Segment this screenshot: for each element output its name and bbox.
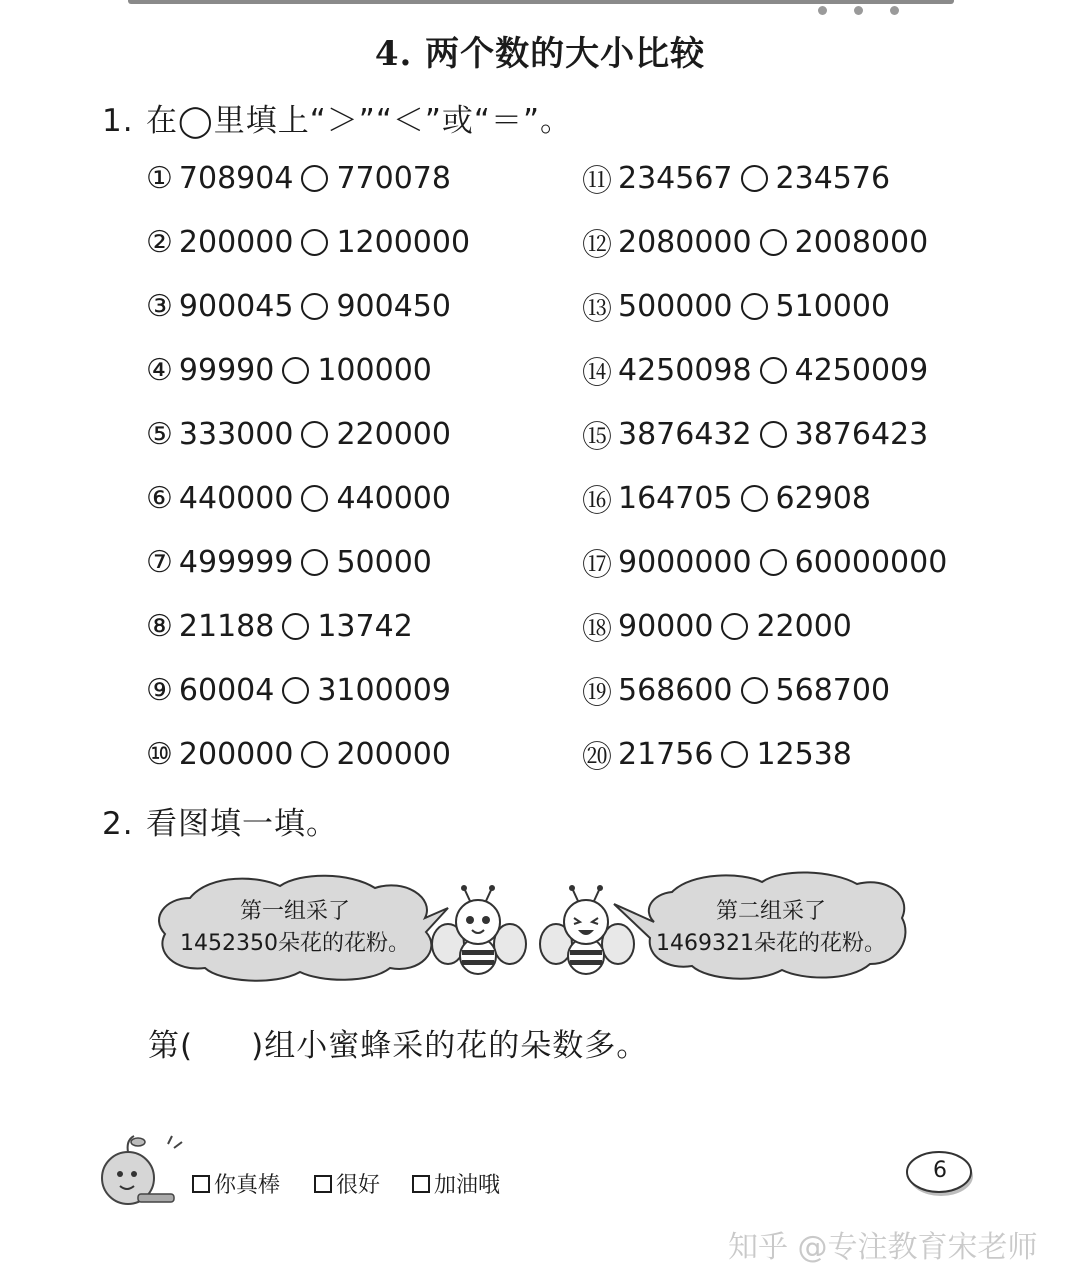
answer-circle[interactable] [721, 741, 748, 768]
rating-great[interactable] [192, 1168, 280, 1199]
rating-good[interactable] [314, 1168, 380, 1199]
number-a: 708904 [178, 160, 294, 196]
number-a: 9000000 [618, 544, 752, 580]
item-number: ④ [146, 352, 173, 388]
question-2-text: 看图填一填。 [146, 806, 338, 842]
answer-circle[interactable] [282, 357, 309, 384]
number-a: 21188 [178, 608, 275, 644]
answer-circle[interactable] [301, 741, 328, 768]
number-b: 13742 [317, 608, 413, 644]
item-number: ⑤ [146, 416, 173, 452]
answer-circle[interactable] [741, 485, 768, 512]
comparison-item [582, 286, 890, 326]
item-number: ⑩ [146, 736, 173, 772]
right-bubble-line-2: 1469321朵花的花粉。 [656, 931, 886, 956]
answer-circle[interactable] [282, 677, 309, 704]
number-b: 2008000 [794, 224, 929, 260]
right-bubble-text [636, 896, 906, 960]
item-number: ③ [146, 288, 173, 324]
item-number: ① [146, 160, 173, 196]
number-b: 510000 [775, 288, 891, 324]
comparison-item [146, 158, 451, 198]
number-b: 62908 [775, 480, 871, 516]
number-a: 200000 [178, 224, 294, 260]
number-b: 60000000 [794, 544, 948, 580]
right-bubble-line-1: 第二组采了 [715, 899, 826, 924]
answer-circle[interactable] [301, 421, 328, 448]
answer-circle[interactable] [301, 549, 328, 576]
bee-left-icon [428, 884, 528, 984]
number-b: 100000 [317, 352, 432, 388]
answer-line [148, 1020, 648, 1065]
answer-circle[interactable] [741, 677, 768, 704]
number-b: 3876423 [794, 416, 929, 452]
comparison-item [582, 606, 852, 646]
answer-circle[interactable] [282, 613, 309, 640]
checkbox-keep-going[interactable] [412, 1175, 430, 1193]
item-number: ⑲ [582, 676, 612, 711]
number-b: 50000 [336, 544, 432, 580]
left-bubble-line-2: 1452350朵花的花粉。 [180, 931, 410, 956]
comparison-item [146, 222, 470, 262]
number-b: 770078 [336, 160, 451, 196]
answer-circle[interactable] [301, 229, 328, 256]
checkbox-good[interactable] [314, 1175, 332, 1193]
question-1-number: 1. [102, 103, 134, 139]
number-a: 234567 [618, 160, 733, 196]
answer-circle[interactable] [760, 357, 787, 384]
comparison-item [582, 478, 871, 518]
comparison-item [582, 158, 890, 198]
number-b: 22000 [756, 608, 852, 644]
item-number: ⑳ [582, 740, 612, 775]
answer-circle[interactable] [760, 549, 787, 576]
answer-suffix: )组小蜜蜂采的花的朵数多。 [251, 1028, 649, 1064]
answer-circle[interactable] [301, 293, 328, 320]
number-b: 4250009 [794, 352, 929, 388]
comparison-item [146, 606, 413, 646]
number-b: 12538 [756, 736, 852, 772]
number-b: 234576 [775, 160, 891, 196]
answer-circle[interactable] [721, 613, 748, 640]
top-decoration [818, 6, 908, 20]
item-number: ⑱ [582, 612, 612, 647]
comparison-item [582, 734, 852, 774]
number-a: 499999 [178, 544, 294, 580]
answer-prefix: 第( [148, 1028, 194, 1064]
item-number: ⑰ [582, 548, 612, 583]
number-b: 3100009 [317, 672, 451, 708]
comparison-item [146, 350, 432, 390]
rating-good-label: 很好 [336, 1173, 381, 1198]
item-number: ⑫ [582, 228, 612, 263]
item-number: ⑬ [582, 292, 612, 327]
number-a: 4250098 [618, 352, 752, 388]
comparison-item [582, 542, 947, 582]
comparison-item [146, 414, 451, 454]
checkbox-great[interactable] [192, 1175, 210, 1193]
page-number: 6 [933, 1158, 947, 1183]
comparison-item [146, 286, 451, 326]
item-number: ⑨ [146, 672, 173, 708]
comparison-item [582, 222, 928, 262]
comparison-item [146, 670, 451, 710]
answer-circle[interactable] [741, 165, 768, 192]
rating-keep-going-label: 加油哦 [434, 1173, 501, 1198]
comparison-item [582, 414, 928, 454]
top-border [128, 0, 954, 4]
page-title: 4. 两个数的大小比较 [374, 34, 706, 74]
number-a: 164705 [618, 480, 733, 516]
question-1 [102, 95, 572, 140]
number-a: 568600 [618, 672, 733, 708]
answer-circle[interactable] [760, 229, 787, 256]
question-1-text: 在◯里填上“＞”“＜”或“＝”。 [146, 103, 573, 139]
item-number: ⑮ [582, 420, 612, 455]
answer-circle[interactable] [301, 485, 328, 512]
item-number: ⑥ [146, 480, 173, 516]
item-number: ⑭ [582, 356, 612, 391]
rating-great-label: 你真棒 [214, 1173, 281, 1198]
comparison-item [582, 350, 928, 390]
number-a: 500000 [618, 288, 733, 324]
question-2-number: 2. [102, 806, 134, 842]
question-2 [102, 798, 338, 843]
number-a: 440000 [178, 480, 294, 516]
answer-circle[interactable] [301, 165, 328, 192]
comparison-item [146, 542, 432, 582]
comparison-item [146, 734, 451, 774]
left-bubble-line-1: 第一组采了 [239, 899, 350, 924]
item-number: ② [146, 224, 173, 260]
number-b: 1200000 [336, 224, 471, 260]
answer-circle[interactable] [741, 293, 768, 320]
comparison-item [582, 670, 890, 710]
number-b: 440000 [336, 480, 451, 516]
comparison-item [146, 478, 451, 518]
number-b: 900450 [336, 288, 451, 324]
number-a: 90000 [618, 608, 714, 644]
number-a: 900045 [178, 288, 294, 324]
answer-circle[interactable] [760, 421, 787, 448]
number-b: 568700 [775, 672, 891, 708]
number-a: 21756 [618, 736, 714, 772]
item-number: ⑪ [582, 164, 612, 199]
mascot-icon [98, 1134, 184, 1218]
number-a: 200000 [178, 736, 294, 772]
number-a: 60004 [178, 672, 275, 708]
watermark: 知乎 @专注教育宋老师 [728, 1230, 1038, 1265]
item-number: ⑯ [582, 484, 612, 519]
item-number: ⑦ [146, 544, 173, 580]
number-a: 333000 [178, 416, 294, 452]
number-a: 2080000 [618, 224, 752, 260]
item-number: ⑧ [146, 608, 173, 644]
number-a: 3876432 [618, 416, 752, 452]
bee-right-icon [536, 884, 636, 984]
number-b: 220000 [336, 416, 451, 452]
number-b: 200000 [336, 736, 451, 772]
number-a: 99990 [178, 352, 275, 388]
rating-keep-going[interactable] [412, 1168, 500, 1199]
left-bubble-text [160, 896, 430, 960]
